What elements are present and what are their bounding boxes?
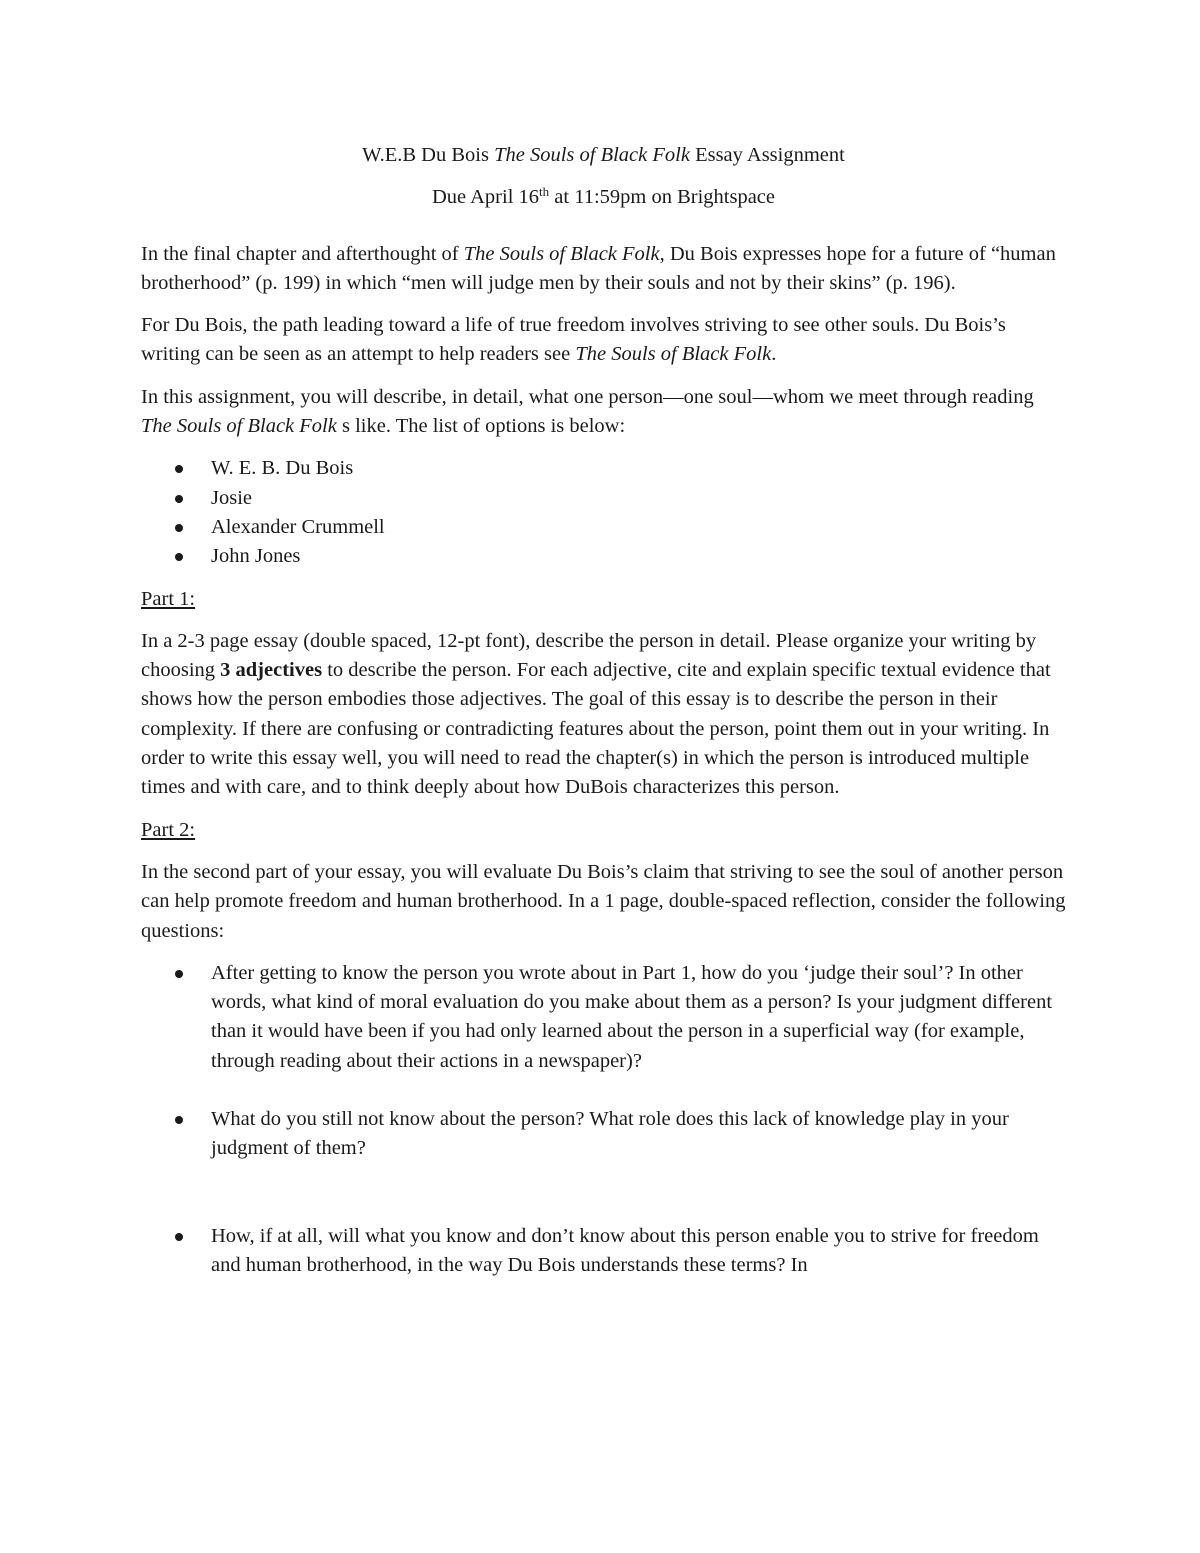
bullet-icon xyxy=(175,465,183,473)
bullet-icon xyxy=(175,495,183,503)
book-title: The Souls of Black Folk xyxy=(494,144,690,166)
book-title: The Souls of Black Folk xyxy=(575,343,772,366)
bullet-icon xyxy=(175,524,183,532)
part2-paragraph: In the second part of your essay, you will evaluate Du Bois’s claim that striving to see the soul of another person can help promote freedom and human brotherhood. In a 1 page, double-spaced reflection, consider the following questions: xyxy=(141,860,1066,942)
book-title: The Souls of Black Folk xyxy=(141,415,337,438)
part1-paragraph: In a 2-3 page essay (double spaced, 12-pt font), describe the person in detail. Please organize your writing by choosing 3 adjectives to describe the person. For each adjective, cite and explain specific textual evidence that shows how the person embodies those adjectives. The goal of this essay is to describe the person in their complexity. If there are confusing or contradicting features about the person, point them out in your writing. In order to write this essay well, you will need to read the chapter(s) in which the person is introduced multiple times and with care, and to think deeply about how DuBois characterizes this person. xyxy=(141,629,1051,799)
list-item: W. E. B. Du Bois xyxy=(141,454,1066,483)
bullet-icon xyxy=(175,553,183,561)
due-date: Due April 16th at 11:59pm on Brightspace xyxy=(431,184,775,209)
list-item: What do you still not know about the person? What role does this lack of knowledge play in your judgment of them? xyxy=(141,1105,1066,1164)
options-list xyxy=(141,454,1066,571)
assignment-paragraph: In this assignment, you will describe, in detail, what one person—one soul—whom we meet through reading The Souls of Black Folk s like. The list of options is below: xyxy=(141,385,1034,438)
part2-heading: Part 2: xyxy=(141,818,196,841)
list-item: Alexander Crummell xyxy=(141,513,1066,542)
document-title: W.E.B Du Bois The Souls of Black Folk Essay Assignment xyxy=(362,144,845,166)
document-body xyxy=(141,141,1066,1293)
bullet-icon xyxy=(175,1233,183,1241)
bold-emphasis: 3 adjectives xyxy=(220,659,323,682)
list-item: Josie xyxy=(141,484,1066,513)
bullet-icon xyxy=(175,970,183,978)
list-item: After getting to know the person you wrote about in Part 1, how do you ‘judge their soul’? In other words, what kind of moral evaluation do you make about them as a person? Is your judgment different than it would have been if you had only learned about the person in a superficial way (for example, through reading about their actions in a newspaper)? xyxy=(141,959,1066,1076)
intro-paragraph: In the final chapter and afterthought of The Souls of Black Folk, Du Bois expresses hope for a future of “human brotherhood” (p. 199) in which “men will judge men by their souls and not by their skins” (p. 196). xyxy=(141,242,1056,294)
list-item: John Jones xyxy=(141,542,1066,571)
list-item: How, if at all, will what you know and don’t know about this person enable you to strive for freedom and human brotherhood, in the way Du Bois understands these terms? In xyxy=(141,1222,1066,1281)
questions-list xyxy=(141,959,1066,1280)
freedom-paragraph: For Du Bois, the path leading toward a life of true freedom involves striving to see other souls. Du Bois’s writing can be seen as an attempt to help readers see The Souls of Black Folk. xyxy=(141,314,1006,366)
bullet-icon xyxy=(175,1116,183,1124)
part1-heading: Part 1: xyxy=(141,587,196,610)
book-title: The Souls of Black Folk xyxy=(463,242,660,265)
